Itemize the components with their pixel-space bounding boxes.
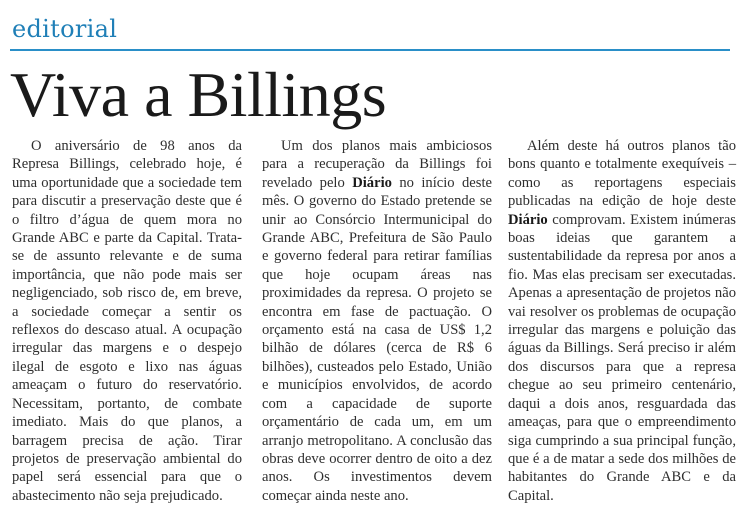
article-column-2 bbox=[262, 137, 492, 505]
column-3-text-after: comprovam. Existem inúmeras boas ideias que garantem a sustentabilidade da represa por anos a fio. Mas elas precisam ser executadas. Apenas a apresentação de projetos não vai resolver os problemas de ocupação irregular das margens e poluição das águas da Billings. Será preciso ir além dos discursos para que a represa chegue ao seu primeiro centenário, daqui a dois anos, resguardada das ameaças, para que o empreendimento siga cumprindo a sua principal função, que é a de matar a sede dos milhões de habitantes do Grande ABC e da Capital. bbox=[508, 211, 736, 504]
column-2-text-after: no início deste mês. O governo do Estado pretende se unir ao Consórcio Intermunicipal do Grande ABC, Prefeitura de São Paulo e governo federal para retirar famílias que hoje ocupam áreas nas proximidades da represa. O projeto se encontra em fase de pactuação. O orçamento está na casa de US$ 1,2 bilhão de dólares (cerca de R$ 6 bilhões), custeados pelo Estado, União e municípios envolvidos, de acordo com a capacidade de suporte orçamentário de cada um, em um arranjo metropolitano. A conclusão das obras deve ocorrer dentro de oito a dez anos. Os investimentos devem começar ainda neste ano. bbox=[262, 174, 492, 504]
column-3-paragraph bbox=[508, 137, 736, 505]
newspaper-name: Diário bbox=[352, 174, 392, 191]
column-2-paragraph bbox=[262, 137, 492, 505]
column-2-text-before: Um dos planos mais ambiciosos para a recuperação da Billings foi revelado pelo bbox=[262, 138, 492, 191]
section-rule bbox=[10, 49, 730, 51]
column-1-paragraph bbox=[12, 137, 242, 505]
column-1-text: O aniversário de 98 anos da Represa Billings, celebrado hoje, é uma oportunidade que a sociedade tem para discutir a preservação deste que é o filtro d’água de quem mora no Grande ABC e parte da Capital. Trata-se de assunto relevante e de suma importância, que não pode mais ser negligenciado, sob risco de, em breve, a sociedade começar a sentir os reflexos do descaso atual. A ocupação irregular das margens e o despejo ilegal de esgoto e lixo nas águas ameaçam o futuro do reservatório. Necessitam, portanto, de combate imediato. Mais do que planos, a barragem precisa de ação. Tirar projetos de preservação ambiental do papel será essencial para que o abastecimento não seja prejudicado. bbox=[12, 138, 242, 504]
article-column-3 bbox=[508, 137, 736, 505]
column-3-text-before: Além deste há outros planos tão bons quanto e totalmente exequíveis – como as reportagens especiais publicadas na edição de hoje deste bbox=[508, 138, 736, 210]
article-column-1 bbox=[12, 137, 242, 505]
headline: Viva a Billings bbox=[10, 59, 387, 130]
section-label: editorial bbox=[12, 15, 118, 43]
newspaper-name: Diário bbox=[508, 211, 548, 228]
